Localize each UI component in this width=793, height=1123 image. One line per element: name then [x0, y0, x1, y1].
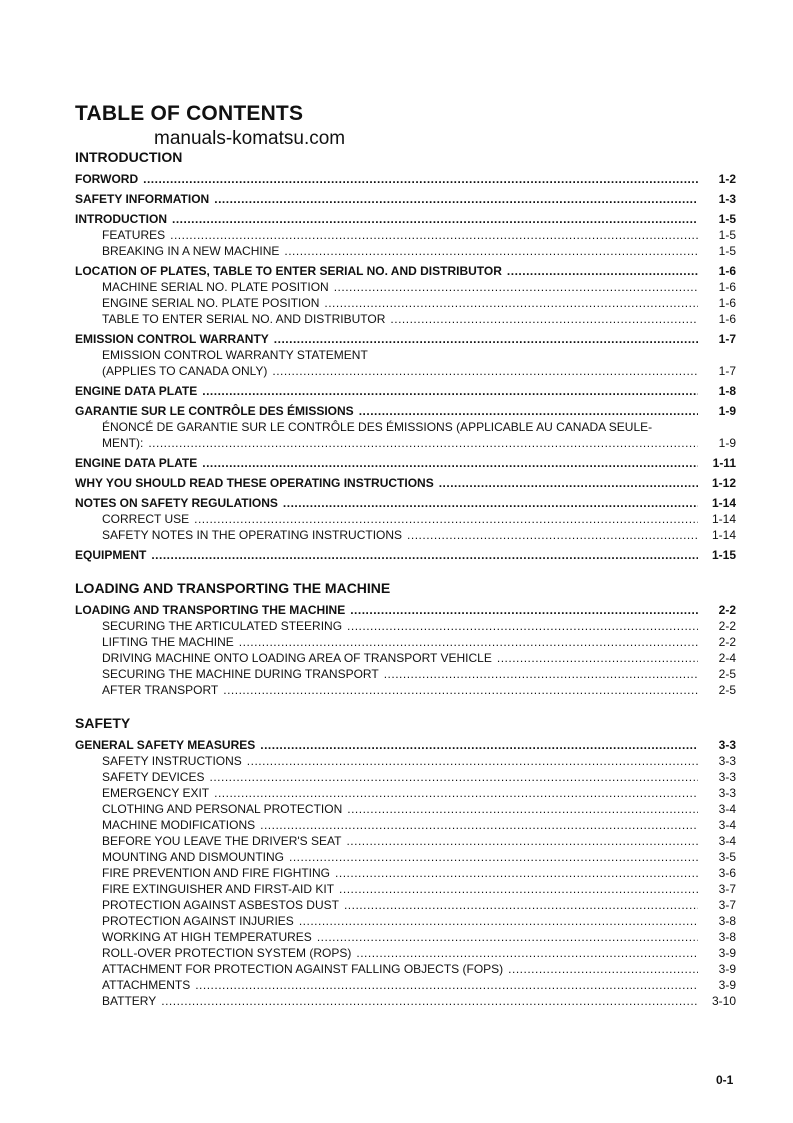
dot-leader: [439, 475, 698, 491]
toc-entry[interactable]: [102, 881, 736, 897]
toc-entry-title: ENGINE SERIAL NO. PLATE POSITION: [102, 296, 320, 310]
toc-entry-page: 1-5: [718, 244, 736, 258]
dot-leader: [260, 817, 698, 833]
toc-entry-title-line: EMISSION CONTROL WARRANTY STATEMENT: [102, 348, 368, 362]
toc-entry-title: BREAKING IN A NEW MACHINE: [102, 244, 280, 258]
toc-entry[interactable]: [102, 897, 736, 913]
toc-entry[interactable]: [75, 403, 736, 419]
dot-leader: [143, 171, 698, 187]
toc-entry-page: 3-9: [718, 946, 736, 960]
toc-entry-title: ROLL-OVER PROTECTION SYSTEM (ROPS): [102, 946, 352, 960]
toc-entry-page: 3-8: [718, 930, 736, 944]
toc-entry-title: GARANTIE SUR LE CONTRÔLE DES ÉMISSIONS: [75, 404, 354, 418]
dot-leader: [247, 753, 698, 769]
toc-entry[interactable]: [102, 295, 736, 311]
toc-entry[interactable]: [102, 833, 736, 849]
toc-entry-title: EMISSION CONTROL WARRANTY: [75, 332, 269, 346]
dot-leader: [407, 527, 698, 543]
dot-leader: [214, 191, 698, 207]
toc-entry-title: ENGINE DATA PLATE: [75, 384, 198, 398]
toc-entry-title: LOADING AND TRANSPORTING THE MACHINE: [75, 603, 346, 617]
toc-entry-page: 1-8: [718, 384, 736, 398]
dot-leader: [195, 977, 698, 993]
dot-leader: [214, 785, 698, 801]
toc-entry-page: 2-4: [718, 651, 736, 665]
page-title: TABLE OF CONTENTS: [75, 102, 304, 125]
dot-leader: [390, 311, 698, 327]
toc-entry-title: EQUIPMENT: [75, 548, 147, 562]
dot-leader: [350, 602, 698, 618]
toc-entry-title: SAFETY INSTRUCTIONS: [102, 754, 242, 768]
dot-leader: [283, 495, 698, 511]
toc-entry[interactable]: [102, 945, 736, 961]
toc-entry[interactable]: [102, 650, 736, 666]
dot-leader: [239, 634, 698, 650]
toc-entry-page: 1-9: [718, 404, 736, 418]
toc-entry-page: 1-6: [718, 296, 736, 310]
dot-leader: [335, 865, 698, 881]
dot-leader: [202, 383, 698, 399]
toc-entry-page: 1-7: [718, 364, 736, 378]
dot-leader: [209, 769, 698, 785]
toc-entry-page: 1-6: [718, 280, 736, 294]
dot-leader: [274, 331, 698, 347]
dot-leader: [194, 511, 698, 527]
dot-leader: [344, 897, 698, 913]
toc-entry[interactable]: [75, 383, 736, 399]
toc-entry[interactable]: [102, 977, 736, 993]
toc-entry-page: 1-5: [718, 228, 736, 242]
dot-leader: [202, 455, 698, 471]
toc-entry-title: SECURING THE MACHINE DURING TRANSPORT: [102, 667, 379, 681]
toc-entry[interactable]: [75, 602, 736, 618]
toc-entry-page: 1-7: [718, 332, 736, 346]
toc-entry-title: BEFORE YOU LEAVE THE DRIVER'S SEAT: [102, 834, 342, 848]
toc-entry[interactable]: [102, 929, 736, 945]
toc-entry-title: (APPLIES TO CANADA ONLY): [102, 364, 268, 378]
toc-entry[interactable]: [102, 817, 736, 833]
toc-entry[interactable]: [102, 682, 736, 698]
toc-entry-title: LIFTING THE MACHINE: [102, 635, 234, 649]
toc-entry[interactable]: [102, 618, 736, 634]
toc-entry-page: 1-6: [718, 264, 736, 278]
toc-entry-title: FORWORD: [75, 172, 139, 186]
toc-entry-title: EMERGENCY EXIT: [102, 786, 210, 800]
toc-entry-page: 3-4: [718, 818, 736, 832]
toc-entry-title: DRIVING MACHINE ONTO LOADING AREA OF TRANSPORT VEHICLE: [102, 651, 492, 665]
dot-leader: [260, 737, 698, 753]
toc-entry-page: 1-3: [718, 192, 736, 206]
toc-entry[interactable]: [102, 243, 736, 259]
toc-entry-page: 2-2: [718, 619, 736, 633]
dot-leader: [151, 547, 698, 563]
toc-entry-title: ATTACHMENT FOR PROTECTION AGAINST FALLING OBJECTS (FOPS): [102, 962, 504, 976]
toc-entry-title: SAFETY NOTES IN THE OPERATING INSTRUCTIONS: [102, 528, 403, 542]
toc-entry-page: 1-12: [711, 476, 736, 490]
toc-entry-page: 3-8: [718, 914, 736, 928]
toc-entry-page: 3-9: [718, 978, 736, 992]
toc-entry-page: 1-14: [711, 496, 736, 510]
toc-entry-title: AFTER TRANSPORT: [102, 683, 219, 697]
dot-leader: [347, 618, 698, 634]
toc-entry-page: 3-5: [718, 850, 736, 864]
toc-entry-title: SECURING THE ARTICULATED STEERING: [102, 619, 343, 633]
toc-entry-title: ATTACHMENTS: [102, 978, 191, 992]
toc-entry[interactable]: [102, 865, 736, 881]
toc-entry[interactable]: [75, 737, 736, 753]
toc-entry-page: 2-5: [718, 667, 736, 681]
toc-entry-page: 2-5: [718, 683, 736, 697]
toc-entry[interactable]: [102, 961, 736, 977]
toc-entry[interactable]: [102, 993, 736, 1009]
toc-entry-page: 3-3: [718, 754, 736, 768]
toc-entry-title: MOUNTING AND DISMOUNTING: [102, 850, 284, 864]
toc-entry-title: FIRE PREVENTION AND FIRE FIGHTING: [102, 866, 331, 880]
dot-leader: [289, 849, 698, 865]
toc-entry[interactable]: [75, 191, 736, 207]
toc-entry[interactable]: [102, 913, 736, 929]
toc-entry-title: FIRE EXTINGUISHER AND FIRST-AID KIT: [102, 882, 335, 896]
toc-entry-page: 1-14: [711, 512, 736, 526]
toc-entry-title: WORKING AT HIGH TEMPERATURES: [102, 930, 312, 944]
toc-entry-title: PROTECTION AGAINST INJURIES: [102, 914, 294, 928]
toc-entry[interactable]: [102, 363, 736, 379]
toc-entry[interactable]: [102, 753, 736, 769]
toc-entry-title: FEATURES: [102, 228, 166, 242]
toc-entry-title: NOTES ON SAFETY REGULATIONS: [75, 496, 278, 510]
toc-entry-title: LOCATION OF PLATES, TABLE TO ENTER SERIAL NO. AND DISTRIBUTOR: [75, 264, 502, 278]
section-heading-introduction: INTRODUCTION: [75, 149, 183, 165]
toc-entry[interactable]: [102, 666, 736, 682]
toc-entry-title: ENGINE DATA PLATE: [75, 456, 198, 470]
toc-entry[interactable]: [75, 211, 736, 227]
toc-entry-title: CLOTHING AND PERSONAL PROTECTION: [102, 802, 343, 816]
toc-entry[interactable]: [75, 495, 736, 511]
section-heading-safety: SAFETY: [75, 715, 131, 731]
dot-leader: [324, 295, 698, 311]
toc-entry[interactable]: [75, 475, 736, 491]
page-number: 0-1: [716, 1073, 734, 1087]
toc-entry[interactable]: [75, 547, 736, 563]
dot-leader: [497, 650, 698, 666]
toc-entry[interactable]: [102, 801, 736, 817]
toc-entry[interactable]: [102, 279, 736, 295]
toc-entry-title-line: ÉNONCÉ DE GARANTIE SUR LE CONTRÔLE DES ÉMISSIONS (APPLICABLE AU CANADA SEULE-: [102, 420, 653, 434]
toc-entry-title: SAFETY INFORMATION: [75, 192, 210, 206]
dot-leader: [148, 435, 698, 451]
toc-entry-page: 1-6: [718, 312, 736, 326]
toc-entry-page: 3-10: [711, 994, 736, 1008]
dot-leader: [299, 913, 698, 929]
toc-entry[interactable]: [102, 634, 736, 650]
watermark-text: manuals-komatsu.com: [154, 128, 346, 149]
dot-leader: [223, 682, 698, 698]
toc-entry-title: MACHINE SERIAL NO. PLATE POSITION: [102, 280, 329, 294]
dot-leader: [170, 227, 698, 243]
toc-entry-page: 1-9: [718, 436, 736, 450]
dot-leader: [272, 363, 698, 379]
toc-entry-title: CORRECT USE: [102, 512, 190, 526]
dot-leader: [317, 929, 698, 945]
dot-leader: [172, 211, 698, 227]
toc-entry-title: BATTERY: [102, 994, 157, 1008]
toc-entry-title: GENERAL SAFETY MEASURES: [75, 738, 256, 752]
toc-entry-page: 2-2: [718, 603, 736, 617]
toc-entry-page: 3-9: [718, 962, 736, 976]
section-heading-loading-and-transporting: LOADING AND TRANSPORTING THE MACHINE: [75, 580, 391, 596]
toc-entry-title: SAFETY DEVICES: [102, 770, 205, 784]
toc-entry-page: 3-7: [718, 898, 736, 912]
dot-leader: [359, 403, 698, 419]
toc-entry-page: 3-4: [718, 802, 736, 816]
toc-entry[interactable]: [102, 849, 736, 865]
toc-entry[interactable]: [102, 769, 736, 785]
toc-entry-page: 3-6: [718, 866, 736, 880]
dot-leader: [284, 243, 698, 259]
toc-entry[interactable]: [102, 311, 736, 327]
toc-entry[interactable]: [102, 227, 736, 243]
dot-leader: [161, 993, 698, 1009]
toc-entry-page: 1-15: [711, 548, 736, 562]
dot-leader: [507, 263, 698, 279]
dot-leader: [347, 801, 698, 817]
toc-entry-title: WHY YOU SHOULD READ THESE OPERATING INSTRUCTIONS: [75, 476, 434, 490]
toc-entry-page: 3-7: [718, 882, 736, 896]
toc-entry-page: 3-3: [718, 786, 736, 800]
toc-entry[interactable]: [102, 435, 736, 451]
toc-entry-page: 3-3: [718, 770, 736, 784]
toc-entry-page: 3-4: [718, 834, 736, 848]
toc-entry-page: 1-5: [718, 212, 736, 226]
toc-entry[interactable]: [75, 171, 736, 187]
toc-entry-title: TABLE TO ENTER SERIAL NO. AND DISTRIBUTOR: [102, 312, 386, 326]
toc-entry[interactable]: [102, 527, 736, 543]
toc-entry[interactable]: [75, 455, 736, 471]
toc-entry-page: 1-2: [718, 172, 736, 186]
toc-entry-title: MENT):: [102, 436, 144, 450]
toc-entry[interactable]: [75, 263, 736, 279]
toc-entry-title: INTRODUCTION: [75, 212, 167, 226]
toc-entry-page: 1-11: [712, 456, 736, 470]
toc-entry[interactable]: [102, 785, 736, 801]
toc-entry-page: 3-3: [718, 738, 736, 752]
toc-entry[interactable]: [102, 511, 736, 527]
toc-entry-page: 2-2: [718, 635, 736, 649]
toc-entry[interactable]: [75, 331, 736, 347]
dot-leader: [384, 666, 698, 682]
dot-leader: [508, 961, 698, 977]
dot-leader: [334, 279, 698, 295]
dot-leader: [356, 945, 698, 961]
dot-leader: [346, 833, 698, 849]
toc-entry-title: MACHINE MODIFICATIONS: [102, 818, 256, 832]
toc-entry-page: 1-14: [711, 528, 736, 542]
toc-entry-title: PROTECTION AGAINST ASBESTOS DUST: [102, 898, 339, 912]
dot-leader: [339, 881, 698, 897]
